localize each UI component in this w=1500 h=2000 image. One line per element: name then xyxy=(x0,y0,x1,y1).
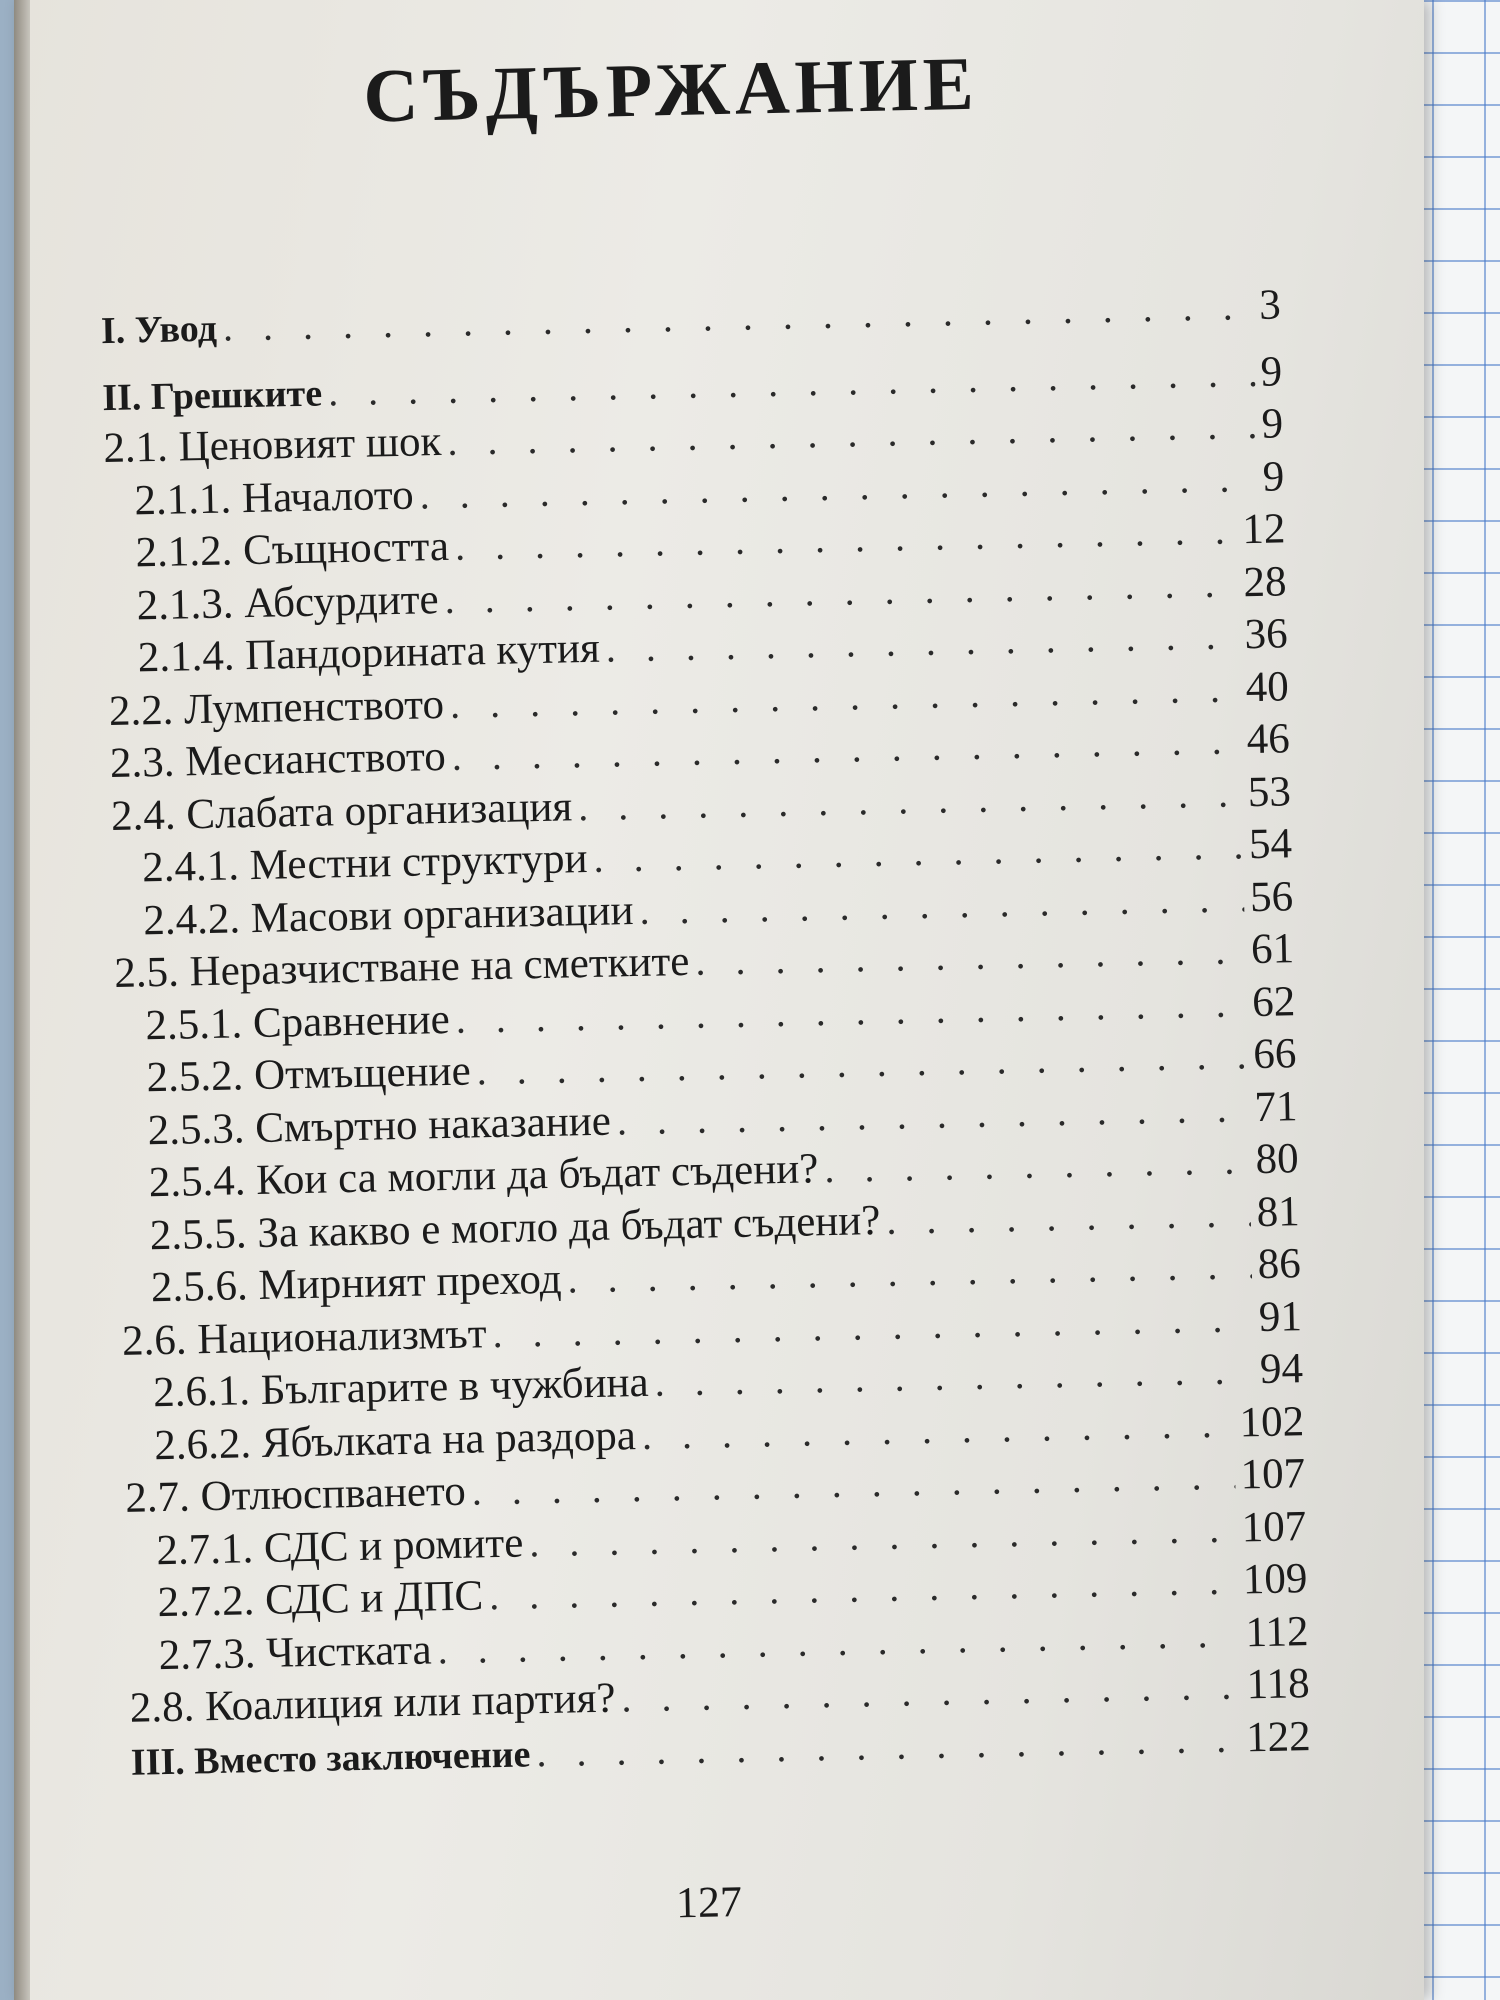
toc-entry-label: 2.5.3. Смъртно наказание xyxy=(147,1097,612,1154)
toc-entry-label: 2.5.1. Сравнение xyxy=(145,995,451,1049)
toc-entry-label: 2.8. Коалиция или партия? xyxy=(129,1674,616,1732)
book-page xyxy=(14,0,1424,2000)
toc-entry-page: 62 xyxy=(1251,977,1296,1026)
toc-entry-page: 3 xyxy=(1258,281,1282,329)
toc-entry-label: 2.7. Отлюспването xyxy=(124,1467,467,1522)
toc-entry-label: II. Грешките xyxy=(101,371,323,419)
toc-entry-page: 46 xyxy=(1246,715,1291,764)
book-spine-edge xyxy=(14,0,30,2000)
toc-entry-page: 107 xyxy=(1240,1450,1306,1499)
toc-entry-page: 66 xyxy=(1252,1030,1297,1079)
toc-entry-page: 53 xyxy=(1247,767,1292,816)
toc-entry-label: 2.1.4. Пандорината кутия xyxy=(137,624,601,682)
toc-entry-page: 118 xyxy=(1246,1660,1311,1709)
toc-entry-page: 28 xyxy=(1242,557,1287,606)
toc-entry-page: 112 xyxy=(1245,1607,1309,1656)
toc-entry-label: 2.1.3. Абсурдите xyxy=(136,575,440,629)
toc-entry-label: 2.5.2. Отмъщение xyxy=(146,1047,472,1102)
toc-entry-label: 2.1. Ценовият шок xyxy=(102,417,442,473)
toc-entry-label: 2.6. Национализмът xyxy=(121,1309,487,1365)
toc-entry-page: 91 xyxy=(1258,1292,1303,1341)
dot-leader xyxy=(222,280,1253,354)
toc-entry-page: 36 xyxy=(1244,610,1289,659)
toc-entry-page: 102 xyxy=(1239,1397,1305,1446)
toc-entry-page: 122 xyxy=(1245,1712,1312,1761)
toc-entry-page: 86 xyxy=(1257,1240,1302,1289)
toc-entry-page: 12 xyxy=(1241,505,1286,554)
toc-entries xyxy=(100,279,1311,1787)
toc-entry-page: 56 xyxy=(1249,872,1294,921)
toc-entry-label: III. Вместо заключение xyxy=(130,1732,531,1784)
dot-leader xyxy=(886,1187,1251,1247)
toc-entry-label: 2.7.2. СДС и ДПС xyxy=(157,1572,484,1627)
page-number: 127 xyxy=(675,1877,743,1928)
toc-entry-label: 2.5. Неразчистване на сметките xyxy=(113,937,690,997)
toc-entry-page: 40 xyxy=(1245,662,1290,711)
toc-entry-page: 71 xyxy=(1253,1082,1298,1131)
toc-entry-label: 2.5.4. Кои са могли да бъдат съдени? xyxy=(148,1145,819,1207)
toc-entry-label: 2.6.2. Ябълката на раздора xyxy=(153,1411,637,1469)
toc-entry-label: 2.4.2. Масови организации xyxy=(142,886,635,944)
dot-leader xyxy=(824,1134,1250,1195)
toc-entry-page: 9 xyxy=(1261,400,1284,448)
toc-entry-page: 109 xyxy=(1242,1555,1308,1604)
toc-entry-label: 2.1.2. Същността xyxy=(135,522,450,577)
toc-entry-page: 61 xyxy=(1250,925,1295,974)
toc-entry-page: 54 xyxy=(1248,820,1293,869)
toc-entry-label: 2.7.1. СДС и ромите xyxy=(155,1519,524,1574)
toc-entry-label: 2.6.1. Българите в чужбина xyxy=(152,1358,650,1417)
page-title: СЪДЪРЖАНИЕ xyxy=(362,41,980,139)
toc-entry-page: 80 xyxy=(1255,1135,1300,1184)
toc-entry-page: 9 xyxy=(1260,347,1283,396)
toc-entry-label: 2.7.3. Чистката xyxy=(158,1625,433,1679)
toc-entry-page: 107 xyxy=(1241,1502,1307,1551)
toc-entry-page: 9 xyxy=(1262,452,1285,501)
toc-entry-label: 2.5.6. Мирният преход xyxy=(150,1255,563,1312)
toc-entry-label: 2.5.5. За какво е могло да бъдат съдени? xyxy=(149,1196,881,1259)
table-of-contents xyxy=(54,0,1326,2000)
toc-entry-label: 2.3. Месианството xyxy=(109,732,447,787)
toc-entry-page: 81 xyxy=(1256,1187,1301,1236)
toc-entry-label: 2.4. Слабата организация xyxy=(110,782,573,840)
toc-entry-label: 2.4.1. Местни структури xyxy=(141,835,588,892)
toc-entry-label: 2.2. Лумпенството xyxy=(108,680,445,735)
toc-entry-label: I. Увод xyxy=(100,307,218,353)
toc-entry-part xyxy=(100,279,1281,356)
toc-entry-label: 2.1.1. Началото xyxy=(134,471,415,524)
toc-entry-page: 94 xyxy=(1259,1345,1304,1394)
